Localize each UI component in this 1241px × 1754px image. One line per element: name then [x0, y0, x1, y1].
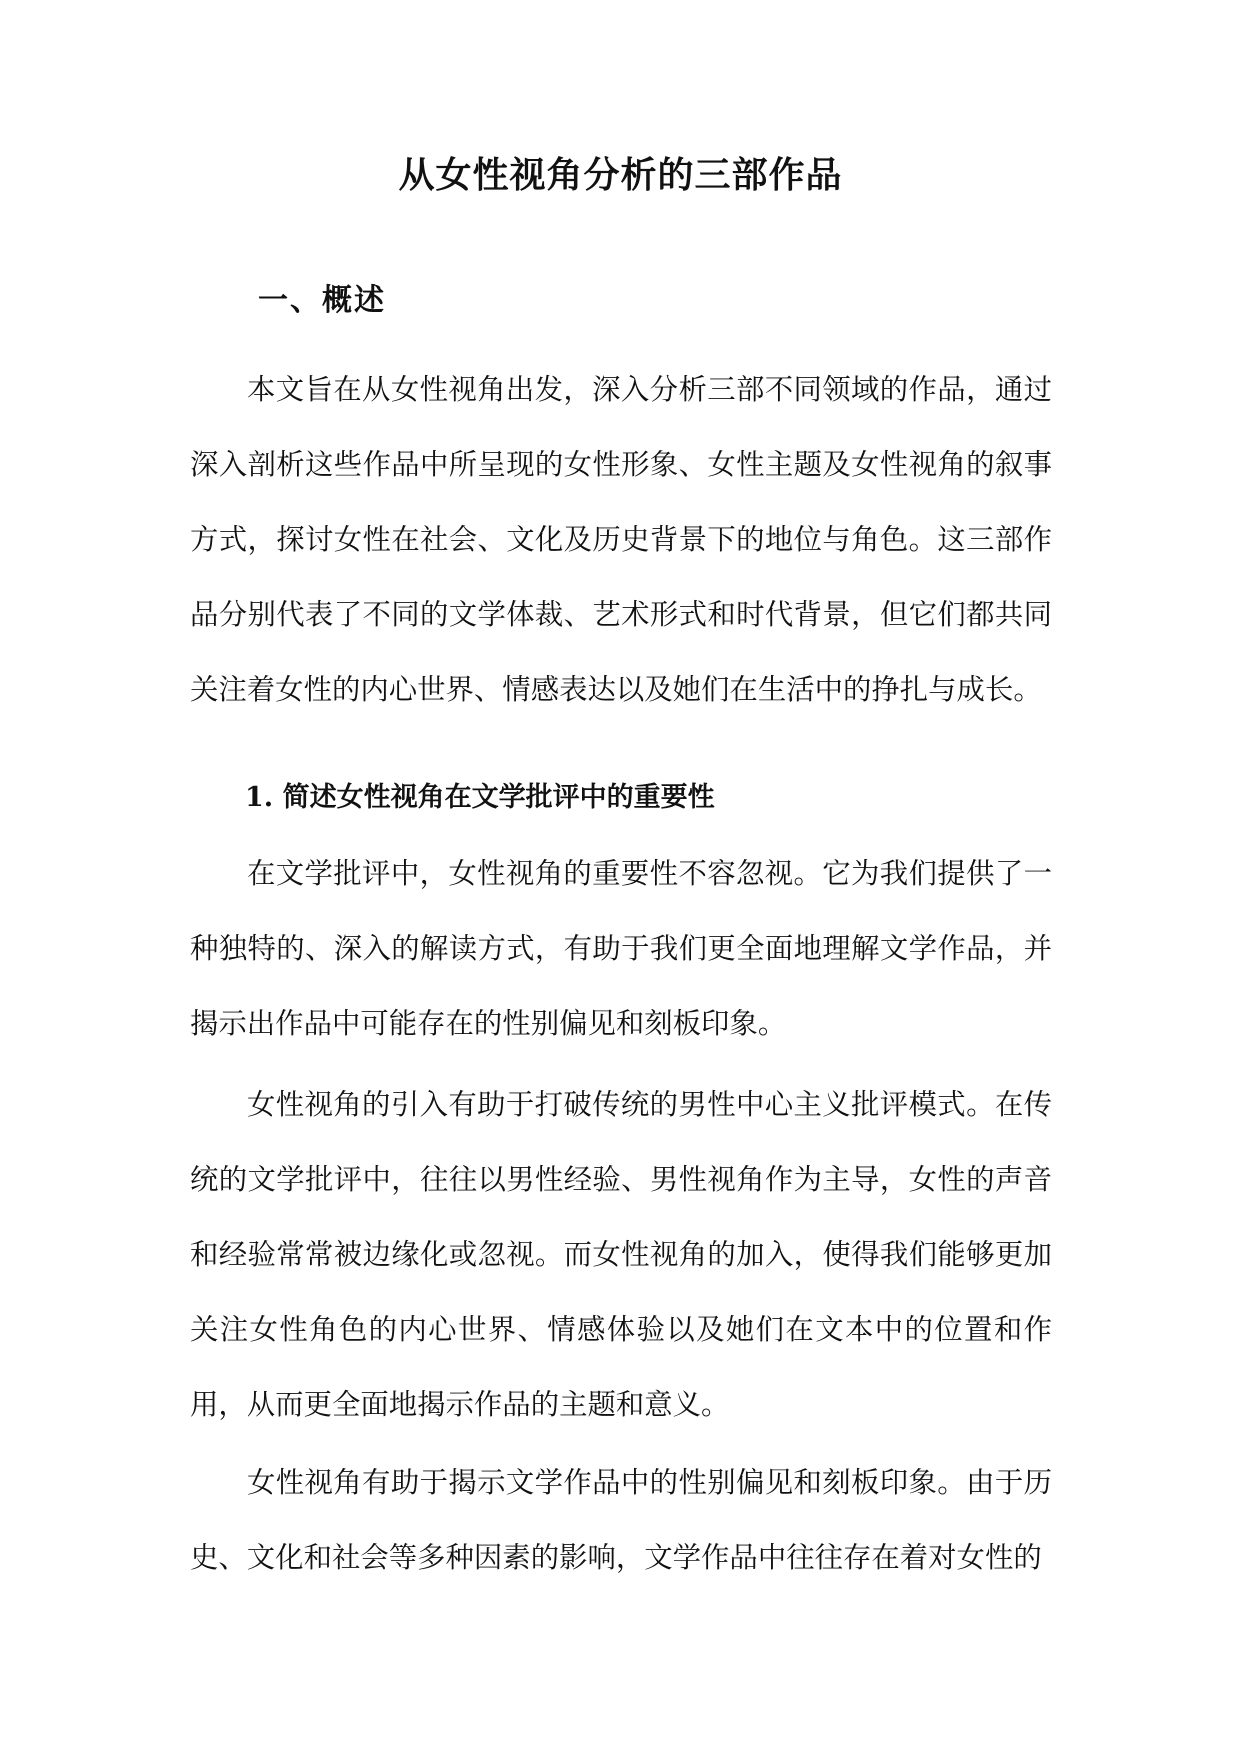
section-heading-overview: 一、概述 — [258, 283, 386, 318]
body-paragraph: 在文学批评中，女性视角的重要性不容忽视。它为我们提供了一种独特的、深入的解读方式，有助于我们更全面地理解文学作品，并揭示出作品中可能存在的性别偏见和刻板印象。 — [190, 857, 1052, 1040]
body-paragraph: 女性视角的引入有助于打破传统的男性中心主义批评模式。在传统的文学批评中，往往以男性经验、男性视角作为主导，女性的声音和经验常常被边缘化或忽视。而女性视角的加入，使得我们能够更加关注女性角色的内心世界、情感体验以及她们在文本中的位置和作用，从而更全面地揭示作品的主题和意义。 — [190, 1088, 1052, 1421]
subsection-heading-importance: 1. 简述女性视角在文学批评中的重要性 — [245, 782, 715, 813]
document-title: 从女性视角分析的三部作品 — [398, 154, 843, 196]
overview-paragraph: 本文旨在从女性视角出发，深入分析三部不同领域的作品，通过深入剖析这些作品中所呈现的女性形象、女性主题及女性视角的叙事方式，探讨女性在社会、文化及历史背景下的地位与角色。这三部作品分别代表了不同的文学体裁、艺术形式和时代背景，但它们都共同关注着女性的内心世界、情感表达以及她们在生活中的挣扎与成长。 — [190, 373, 1052, 706]
body-paragraph: 女性视角有助于揭示文学作品中的性别偏见和刻板印象。由于历史、文化和社会等多种因素的影响，文学作品中往往存在着对女性的 — [190, 1466, 1052, 1574]
